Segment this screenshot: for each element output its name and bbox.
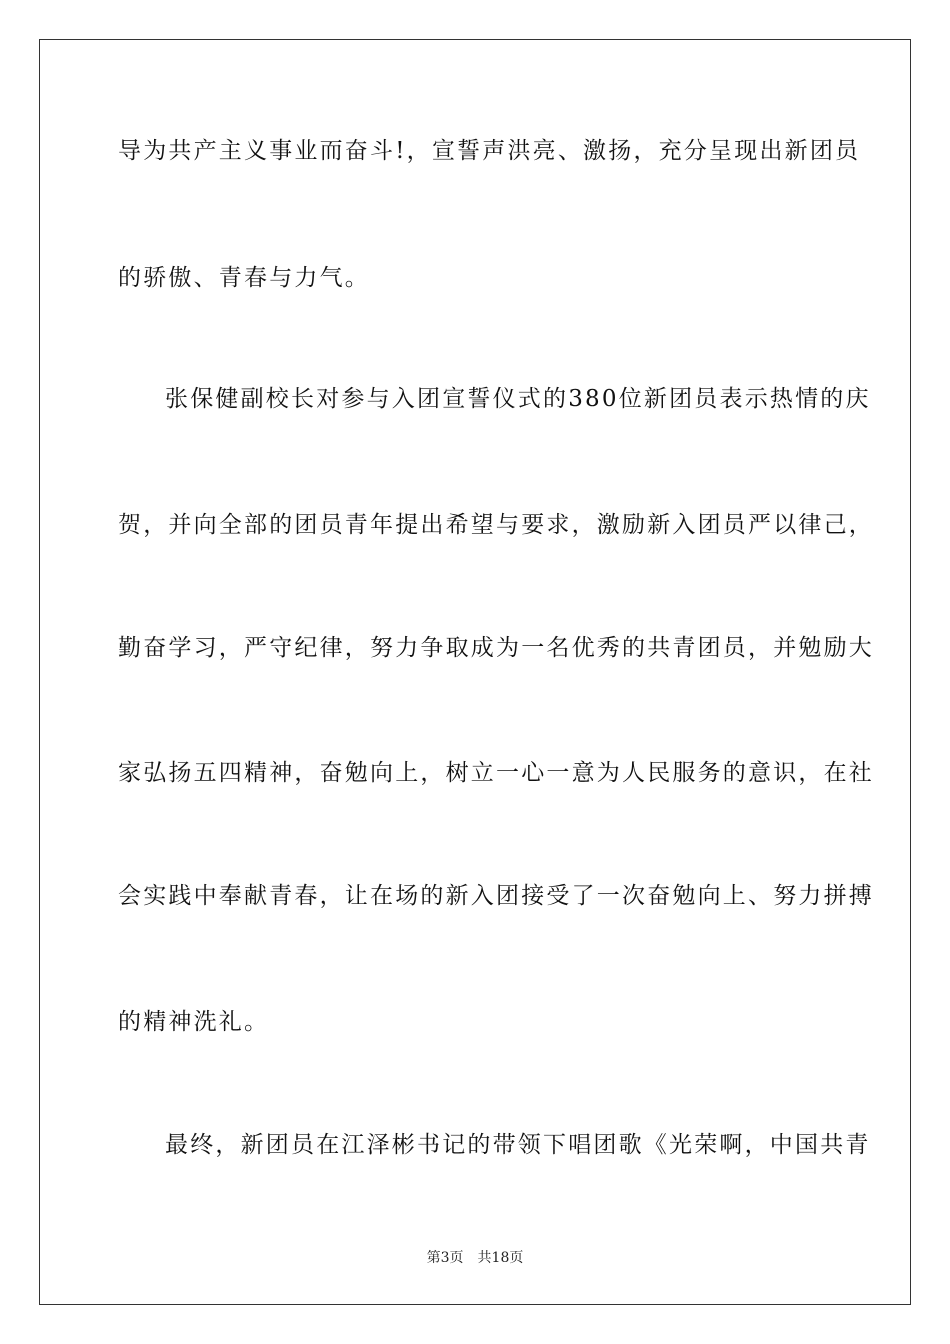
page-number: 第3页	[426, 1250, 464, 1266]
body-text-line: 勤奋学习，严守纪律，努力争取成为一名优秀的共青团员，并勉励大	[118, 635, 874, 661]
page-border	[39, 39, 911, 1305]
paragraph-start-line: 张保健副校长对参与入团宣誓仪式的380位新团员表示热情的庆	[165, 386, 871, 412]
page-total: 共18页	[477, 1250, 524, 1266]
body-text-line: 的骄傲、青春与力气。	[118, 265, 370, 291]
body-text-line: 贺，并向全部的团员青年提出希望与要求，激励新入团员严以律己，	[118, 512, 874, 538]
paragraph-start-line: 最终，新团员在江泽彬书记的带领下唱团歌《光荣啊，中国共青	[165, 1132, 871, 1158]
body-text-line: 导为共产主义事业而奋斗!，宣誓声洪亮、激扬，充分呈现出新团员	[118, 138, 861, 164]
body-text-line: 家弘扬五四精神，奋勉向上，树立一心一意为人民服务的意识，在社	[118, 760, 874, 786]
body-text-line: 的精神洗礼。	[118, 1009, 270, 1035]
page-footer	[0, 1249, 950, 1267]
body-text-line: 会实践中奉献青春，让在场的新入团接受了一次奋勉向上、努力拼搏	[118, 883, 874, 909]
